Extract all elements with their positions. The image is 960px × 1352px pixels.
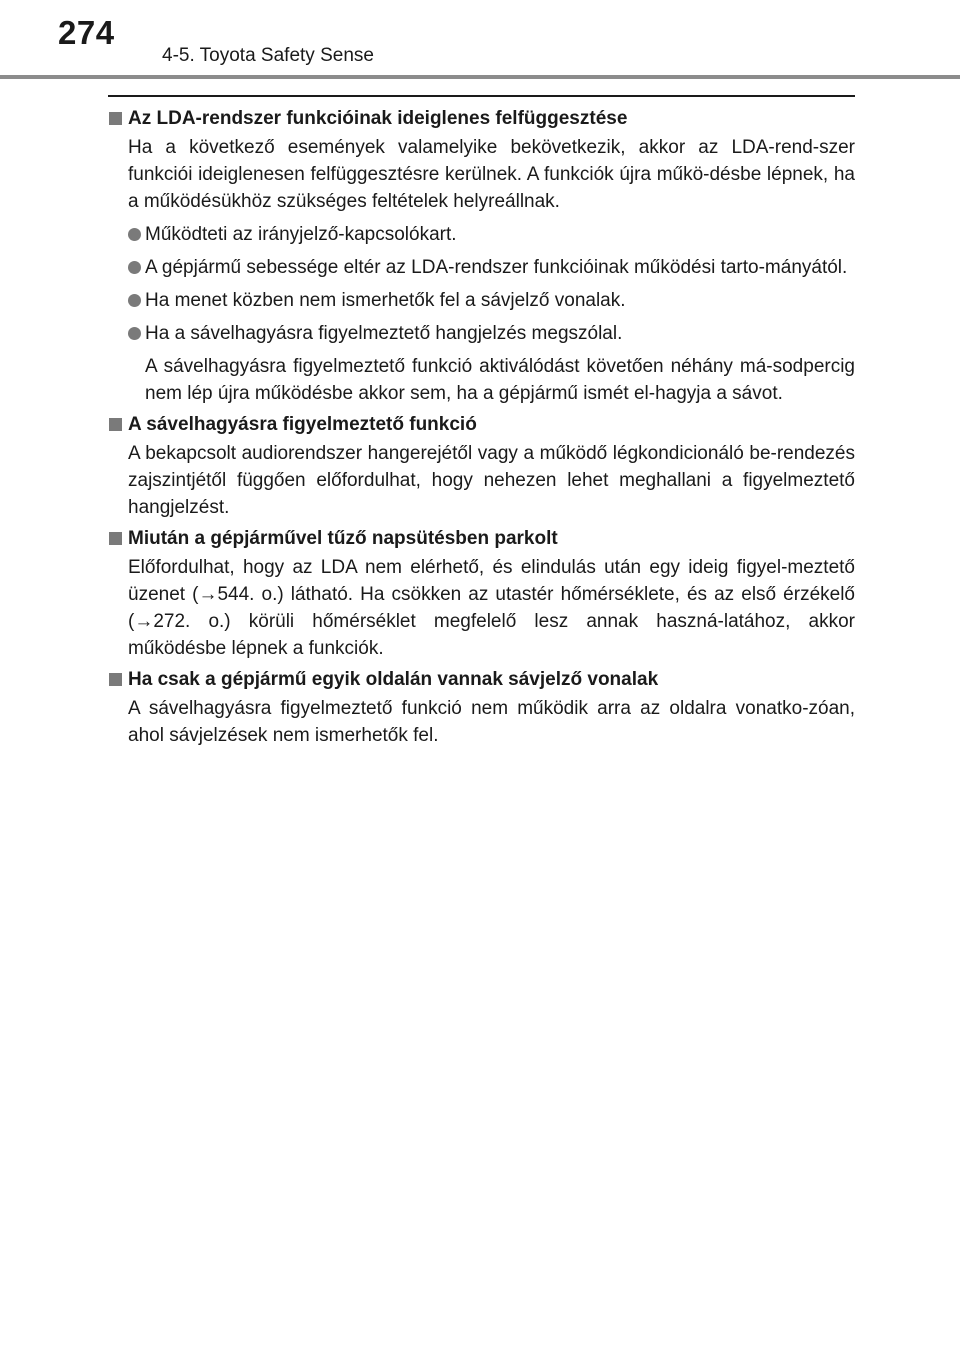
section-title: 4-5. Toyota Safety Sense [162,45,374,66]
list-item [108,287,855,314]
page-header [0,0,960,80]
section-sun-parking [108,527,855,662]
section-paragraph: A bekapcsolt audiorendszer hangerejétől vagy a működő légkondicionáló be-rendezés zajszintjétől függően előfordulhat, hogy nehezen lehet meghallani a figyelmeztető hangjelzést. [128,443,855,518]
square-bullet-icon [109,112,122,125]
page-content [108,95,855,755]
square-bullet-icon [109,532,122,545]
section-paragraph: Ha a következő események valamelyike bekövetkezik, akkor az LDA-rend-szer funkciói ideiglenesen felfüggesztésre kerülnek. A funkciók újra műkö-désbe lépnek, ha a működésükhöz szükséges feltételek helyreállnak. [128,137,855,212]
section-lda-suspension [108,107,855,407]
list-item-text: Ha a sávelhagyásra figyelmeztető hangjelzés megszólal. [145,323,623,344]
section-warning-function [108,413,855,521]
list-item [108,254,855,281]
list-item-text: Ha menet közben nem ismerhetők fel a sávjelző vonalak. [145,290,626,311]
circle-bullet-icon [128,294,141,307]
section-heading [108,527,855,551]
section-heading [108,107,855,131]
page-number: 274 [58,14,115,51]
section-one-side-lines [108,668,855,749]
section-paragraph: Előfordulhat, hogy az LDA nem elérhető, és elindulás után egy ideig figyel-meztető üzenet (→544. o.) látható. Ha csökken az utastér hőmérséklete, és az első érzékelő (→272. o.) körüli hőmérséklet megfelelő lesz annak haszná-latához, akkor működésbe lépnek a funkciók. [128,557,855,659]
square-bullet-icon [109,418,122,431]
circle-bullet-icon [128,261,141,274]
section-heading-text: Miután a gépjárművel tűző napsütésben parkolt [128,528,558,549]
section-heading [108,413,855,437]
section-heading-text: A sávelhagyásra figyelmeztető funkció [128,414,477,435]
square-bullet-icon [109,673,122,686]
section-heading-text: Ha csak a gépjármű egyik oldalán vannak sávjelző vonalak [128,669,659,690]
section-heading [108,668,855,692]
section-paragraph: A sávelhagyásra figyelmeztető funkció nem működik arra az oldalra vonatko-zóan, ahol sávjelzések nem ismerhetők fel. [128,698,855,746]
list-item [108,221,855,248]
content-divider [108,95,855,97]
circle-bullet-icon [128,228,141,241]
section-heading-text: Az LDA-rendszer funkcióinak ideiglenes felfüggesztése [128,108,628,129]
circle-bullet-icon [128,327,141,340]
list-item-text: A gépjármű sebessége eltér az LDA-rendszer funkcióinak működési tarto-mányától. [145,257,848,278]
list-item [108,320,855,347]
header-divider [0,75,960,79]
list-item-text: Működteti az irányjelző-kapcsolókart. [145,224,457,245]
bullet-note: A sávelhagyásra figyelmeztető funkció aktiválódást követően néhány má-sodpercig nem lép újra működésbe akkor sem, ha a gépjármű ismét el-hagyja a sávot. [145,356,855,404]
